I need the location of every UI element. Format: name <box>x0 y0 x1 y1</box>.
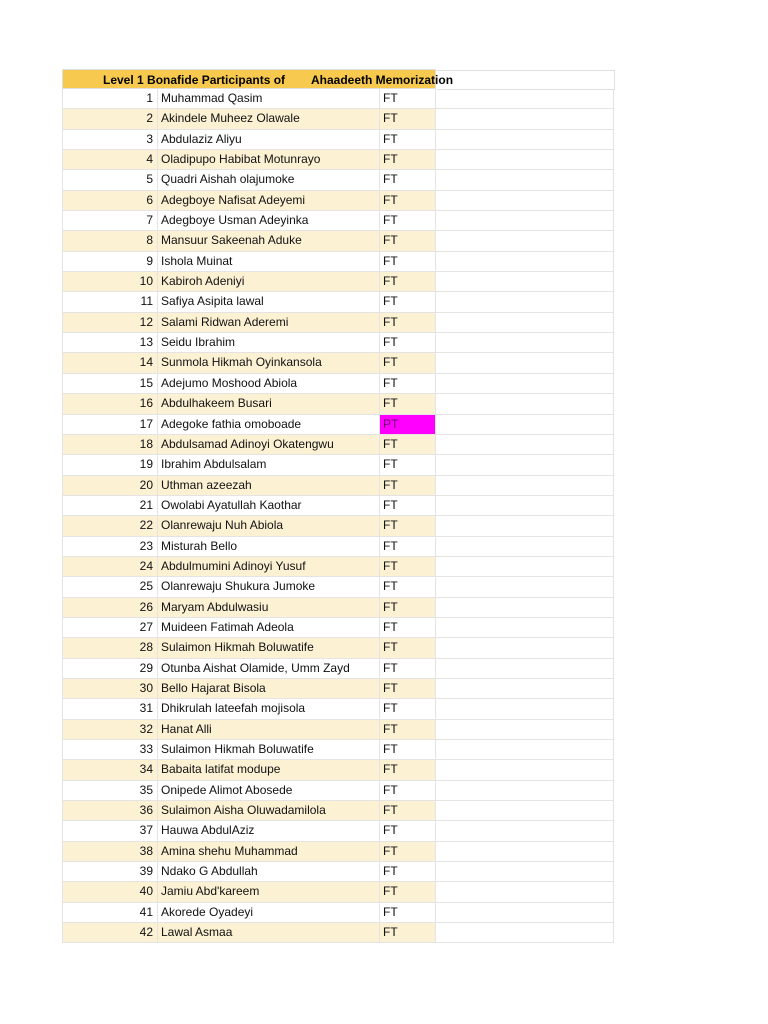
participant-name: Hauwa AbdulAziz <box>158 821 380 840</box>
empty-cell <box>436 760 614 779</box>
empty-cell <box>436 333 614 352</box>
row-number: 36 <box>62 801 158 820</box>
participant-name: Ndako G Abdullah <box>158 862 380 881</box>
participant-name: Otunba Aishat Olamide, Umm Zayd <box>158 659 380 678</box>
participant-name: Sulaimon Hikmah Boluwatife <box>158 638 380 657</box>
participation-type: FT <box>380 679 436 698</box>
empty-cell <box>436 801 614 820</box>
table-row <box>62 394 614 414</box>
row-number: 4 <box>62 150 158 169</box>
participant-name: Jamiu Abd'kareem <box>158 882 380 901</box>
table-row <box>62 231 614 251</box>
participant-name: Adegboye Usman Adeyinka <box>158 211 380 230</box>
participation-type: FT <box>380 923 436 942</box>
participation-type: FT <box>380 353 436 372</box>
participation-type: FT <box>380 557 436 576</box>
empty-cell <box>436 130 614 149</box>
participation-type: FT <box>380 394 436 413</box>
participant-name: Onipede Alimot Abosede <box>158 781 380 800</box>
table-row <box>62 313 614 333</box>
row-number: 38 <box>62 842 158 861</box>
row-number: 16 <box>62 394 158 413</box>
empty-cell <box>436 109 614 128</box>
row-number: 6 <box>62 191 158 210</box>
empty-cell <box>436 496 614 515</box>
row-number: 17 <box>62 415 158 434</box>
participation-type: FT <box>380 801 436 820</box>
row-number: 34 <box>62 760 158 779</box>
table-row <box>62 89 614 109</box>
row-number: 35 <box>62 781 158 800</box>
table-row <box>62 557 614 577</box>
participant-name: Abdulmumini Adinoyi Yusuf <box>158 557 380 576</box>
table-row <box>62 679 614 699</box>
participation-type: FT <box>380 170 436 189</box>
empty-cell <box>436 821 614 840</box>
participant-name: Bello Hajarat Bisola <box>158 679 380 698</box>
table-row <box>62 882 614 902</box>
row-number: 15 <box>62 374 158 393</box>
row-number: 26 <box>62 598 158 617</box>
empty-cell <box>436 292 614 311</box>
participant-name: Uthman azeezah <box>158 476 380 495</box>
empty-cell <box>436 415 614 434</box>
participant-name: Sulaimon Hikmah Boluwatife <box>158 740 380 759</box>
participant-name: Akindele Muheez Olawale <box>158 109 380 128</box>
table-row <box>62 415 614 435</box>
participation-type: FT <box>380 150 436 169</box>
participant-name: Ibrahim Abdulsalam <box>158 455 380 474</box>
participant-name: Abdulsamad Adinoyi Okatengwu <box>158 435 380 454</box>
row-number: 25 <box>62 577 158 596</box>
row-number: 41 <box>62 903 158 922</box>
participation-type: FT <box>380 760 436 779</box>
participant-name: Babaita latifat modupe <box>158 760 380 779</box>
participant-name: Kabiroh Adeniyi <box>158 272 380 291</box>
header-title-right: Ahaadeeth Memorization <box>311 73 454 87</box>
header-row <box>62 69 454 89</box>
participation-type: FT <box>380 496 436 515</box>
row-number: 32 <box>62 720 158 739</box>
row-number: 28 <box>62 638 158 657</box>
table-row <box>62 435 614 455</box>
table-row <box>62 862 614 882</box>
table-row <box>62 130 614 150</box>
empty-cell <box>436 618 614 637</box>
row-number: 39 <box>62 862 158 881</box>
participation-type: FT <box>380 313 436 332</box>
empty-cell <box>436 862 614 881</box>
participant-name: Adegoke fathia omoboade <box>158 415 380 434</box>
participation-type: FT <box>380 272 436 291</box>
row-number: 2 <box>62 109 158 128</box>
row-number: 33 <box>62 740 158 759</box>
header-title-left: Level 1 Bonafide Participants of <box>103 73 286 87</box>
empty-cell <box>436 476 614 495</box>
participation-type: FT <box>380 781 436 800</box>
empty-cell <box>436 720 614 739</box>
empty-cell <box>436 679 614 698</box>
empty-cell <box>436 516 614 535</box>
row-number: 23 <box>62 537 158 556</box>
empty-cell <box>436 740 614 759</box>
participant-name: Lawal Asmaa <box>158 923 380 942</box>
participant-name: Maryam Abdulwasiu <box>158 598 380 617</box>
participant-rows <box>62 89 614 943</box>
participation-type: FT <box>380 476 436 495</box>
empty-cell <box>436 557 614 576</box>
row-number: 7 <box>62 211 158 230</box>
table-row <box>62 923 614 943</box>
row-number: 29 <box>62 659 158 678</box>
row-number: 13 <box>62 333 158 352</box>
participant-name: Sulaimon Aisha Oluwadamilola <box>158 801 380 820</box>
empty-cell <box>436 842 614 861</box>
row-number: 3 <box>62 130 158 149</box>
table-row <box>62 821 614 841</box>
participation-type: FT <box>380 537 436 556</box>
row-number: 11 <box>62 292 158 311</box>
row-number: 30 <box>62 679 158 698</box>
row-number: 18 <box>62 435 158 454</box>
participant-name: Adegboye Nafisat Adeyemi <box>158 191 380 210</box>
participant-name: Muideen Fatimah Adeola <box>158 618 380 637</box>
empty-cell <box>436 638 614 657</box>
empty-cell <box>436 903 614 922</box>
participant-name: Abdulaziz Aliyu <box>158 130 380 149</box>
table-row <box>62 720 614 740</box>
participation-type: FT <box>380 130 436 149</box>
participant-name: Owolabi Ayatullah Kaothar <box>158 496 380 515</box>
table-row <box>62 333 614 353</box>
participant-name: Ishola Muinat <box>158 252 380 271</box>
participant-name: Sunmola Hikmah Oyinkansola <box>158 353 380 372</box>
empty-cell <box>436 882 614 901</box>
table-row <box>62 801 614 821</box>
table-row <box>62 842 614 862</box>
empty-cell <box>436 313 614 332</box>
empty-cell <box>436 231 614 250</box>
table-row <box>62 252 614 272</box>
row-number: 5 <box>62 170 158 189</box>
participation-type: FT <box>380 720 436 739</box>
table-row <box>62 211 614 231</box>
participation-type: FT <box>380 374 436 393</box>
participant-name: Dhikrulah lateefah mojisola <box>158 699 380 718</box>
row-number: 9 <box>62 252 158 271</box>
participant-name: Abdulhakeem Busari <box>158 394 380 413</box>
participant-name: Muhammad Qasim <box>158 89 380 108</box>
participation-type: FT <box>380 455 436 474</box>
table-row <box>62 781 614 801</box>
table-row <box>62 374 614 394</box>
empty-cell <box>436 353 614 372</box>
empty-cell <box>436 272 614 291</box>
table-row <box>62 353 614 373</box>
participant-name: Misturah Bello <box>158 537 380 556</box>
participant-name: Mansuur Sakeenah Aduke <box>158 231 380 250</box>
participation-type: FT <box>380 516 436 535</box>
table-row <box>62 476 614 496</box>
row-number: 22 <box>62 516 158 535</box>
participant-name: Seidu Ibrahim <box>158 333 380 352</box>
empty-cell <box>436 374 614 393</box>
empty-cell <box>436 252 614 271</box>
participation-type: FT <box>380 618 436 637</box>
participant-name: Adejumo Moshood Abiola <box>158 374 380 393</box>
participant-name: Olanrewaju Shukura Jumoke <box>158 577 380 596</box>
table-row <box>62 699 614 719</box>
participation-type: FT <box>380 659 436 678</box>
participant-name: Quadri Aishah olajumoke <box>158 170 380 189</box>
participation-type: FT <box>380 882 436 901</box>
participation-type: PT <box>380 415 436 434</box>
empty-cell <box>436 659 614 678</box>
table-row <box>62 516 614 536</box>
empty-cell <box>436 191 614 210</box>
participation-type: FT <box>380 89 436 108</box>
row-number: 14 <box>62 353 158 372</box>
row-number: 37 <box>62 821 158 840</box>
row-number: 42 <box>62 923 158 942</box>
table-row <box>62 903 614 923</box>
empty-cell <box>436 923 614 942</box>
table-row <box>62 455 614 475</box>
table-row <box>62 760 614 780</box>
participant-name: Salami Ridwan Aderemi <box>158 313 380 332</box>
table-row <box>62 496 614 516</box>
table-row <box>62 109 614 129</box>
row-number: 19 <box>62 455 158 474</box>
participation-type: FT <box>380 191 436 210</box>
empty-cell <box>436 598 614 617</box>
participation-type: FT <box>380 109 436 128</box>
row-number: 40 <box>62 882 158 901</box>
row-number: 20 <box>62 476 158 495</box>
empty-cell <box>436 435 614 454</box>
table-row <box>62 272 614 292</box>
row-number: 8 <box>62 231 158 250</box>
participation-type: FT <box>380 903 436 922</box>
row-number: 24 <box>62 557 158 576</box>
participation-type: FT <box>380 292 436 311</box>
row-number: 31 <box>62 699 158 718</box>
table-row <box>62 638 614 658</box>
table-row <box>62 618 614 638</box>
participant-name: Hanat Alli <box>158 720 380 739</box>
table-row <box>62 150 614 170</box>
empty-cell <box>436 455 614 474</box>
empty-cell <box>436 394 614 413</box>
table-row <box>62 577 614 597</box>
table-row <box>62 537 614 557</box>
empty-cell <box>436 699 614 718</box>
participant-name: Akorede Oyadeyi <box>158 903 380 922</box>
participant-name: Oladipupo Habibat Motunrayo <box>158 150 380 169</box>
empty-cell <box>436 577 614 596</box>
table-row <box>62 170 614 190</box>
participation-type: FT <box>380 435 436 454</box>
table-row <box>62 598 614 618</box>
row-number: 27 <box>62 618 158 637</box>
participation-type: FT <box>380 577 436 596</box>
spreadsheet <box>62 69 614 943</box>
participation-type: FT <box>380 333 436 352</box>
table-row <box>62 659 614 679</box>
participation-type: FT <box>380 821 436 840</box>
table-row <box>62 740 614 760</box>
empty-cell <box>436 150 614 169</box>
row-number: 12 <box>62 313 158 332</box>
participation-type: FT <box>380 862 436 881</box>
participation-type: FT <box>380 231 436 250</box>
header-empty-cell <box>437 70 615 90</box>
participation-type: FT <box>380 638 436 657</box>
row-number: 10 <box>62 272 158 291</box>
participant-name: Amina shehu Muhammad <box>158 842 380 861</box>
empty-cell <box>436 537 614 556</box>
participant-name: Olanrewaju Nuh Abiola <box>158 516 380 535</box>
participation-type: FT <box>380 211 436 230</box>
participation-type: FT <box>380 252 436 271</box>
empty-cell <box>436 211 614 230</box>
empty-cell <box>436 170 614 189</box>
participant-name: Safiya Asipita lawal <box>158 292 380 311</box>
row-number: 21 <box>62 496 158 515</box>
table-row <box>62 191 614 211</box>
participation-type: FT <box>380 699 436 718</box>
participation-type: FT <box>380 842 436 861</box>
table-row <box>62 292 614 312</box>
empty-cell <box>436 781 614 800</box>
participation-type: FT <box>380 598 436 617</box>
participation-type: FT <box>380 740 436 759</box>
row-number: 1 <box>62 89 158 108</box>
empty-cell <box>436 89 614 108</box>
